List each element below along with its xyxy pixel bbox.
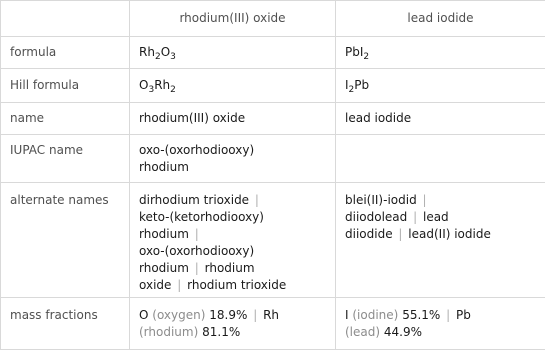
- table-row-iupac-name: [1, 135, 545, 183]
- hill-formula-lead-iodide: $I_2Pb$: [336, 69, 545, 103]
- formula-lead-iodide: PbI$_2$: [336, 37, 545, 69]
- table-row-name: [1, 103, 545, 135]
- table-row-mass-fractions: [1, 298, 545, 350]
- mass-fractions-lead-iodide: I (iodine) 55.1% | Pb (lead) 44.9%: [336, 298, 545, 350]
- iupac-name-rhodium-oxide: oxo-(oxorhodiooxy) rhodium: [130, 135, 336, 183]
- column-header-rhodium-oxide: rhodium(III) oxide: [130, 1, 336, 37]
- row-label-alternate-names: alternate names: [1, 183, 130, 298]
- corner-cell: [1, 1, 130, 37]
- name-rhodium-oxide: rhodium(III) oxide: [130, 103, 336, 135]
- name-lead-iodide: lead iodide: [336, 103, 545, 135]
- table-row-hill-formula: [1, 69, 545, 103]
- row-label-formula: formula: [1, 37, 130, 69]
- row-label-hill-formula: Hill formula: [1, 69, 130, 103]
- alternate-names-rhodium-oxide: dirhodium trioxide | keto-(ketorhodiooxy) rhodium | oxo-(oxorhodiooxy) rhodium | rhodium oxide | rhodium trioxide: [130, 183, 336, 298]
- mass-fractions-rhodium-oxide: O (oxygen) 18.9% | Rh (rhodium) 81.1%: [130, 298, 336, 350]
- table-row-alternate-names: [1, 183, 545, 298]
- alternate-names-lead-iodide: blei(II)-iodid | diiodolead | lead diiodide | lead(II) iodide: [336, 183, 545, 298]
- hill-formula-rhodium-oxide: $O_3Rh_2$: [130, 69, 336, 103]
- row-label-name: name: [1, 103, 130, 135]
- iupac-name-lead-iodide: [336, 135, 545, 183]
- formula-rhodium-oxide: $Rh_2O_3$: [130, 37, 336, 69]
- header-row: [1, 1, 545, 37]
- row-label-mass-fractions: mass fractions: [1, 298, 130, 350]
- row-label-iupac-name: IUPAC name: [1, 135, 130, 183]
- column-header-lead-iodide: lead iodide: [336, 1, 545, 37]
- table-row-formula: [1, 37, 545, 69]
